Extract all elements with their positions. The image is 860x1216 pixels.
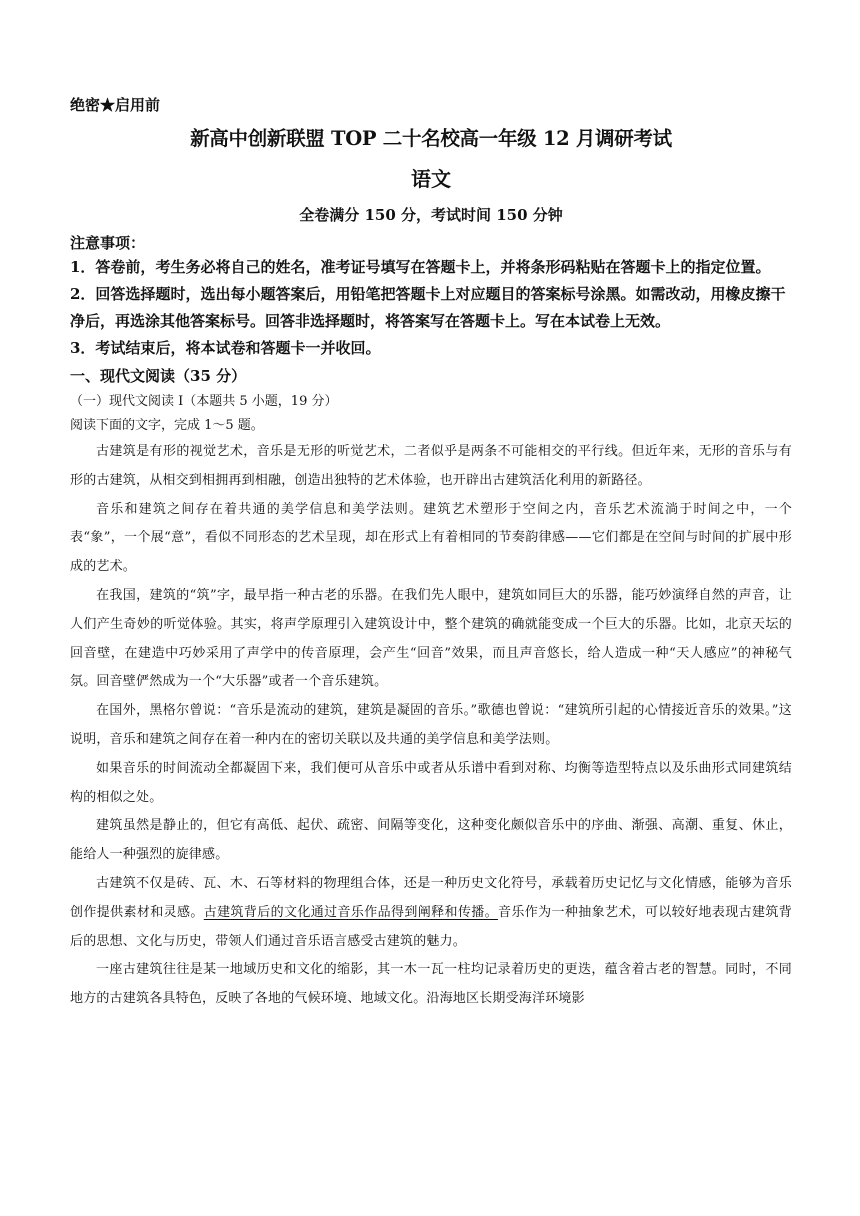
reading-instruction: 阅读下面的文字，完成 1～5 题。 bbox=[70, 418, 264, 433]
exam-page bbox=[70, 94, 792, 1014]
subject-title: 语文 bbox=[411, 167, 451, 191]
passage-paragraph-4: 在国外，黑格尔曾说：“音乐是流动的建筑，建筑是凝固的音乐。”歌德也曾说：“建筑所引起的心情接近音乐的效果。”这说明，音乐和建筑之间存在着一种内在的密切关联以及共通的美学信息和美学法则。 bbox=[70, 703, 792, 747]
paragraph-7-text-b: 音乐作为一种抽象艺术，可以较好地表现古建筑背后的思想、文化与历史，带领人们通过音乐语言感受古建筑的魅力。 bbox=[70, 904, 792, 949]
paragraph-7-text-a: 古建筑不仅是砖、瓦、木、石等材料的物理组合体，还是一种历史文化符号，承载着历史记忆与文化情感，能够为音乐创作提供素材和灵感。 bbox=[70, 875, 792, 920]
passage-paragraph-2: 音乐和建筑之间存在着共通的美学信息和美学法则。建筑艺术塑形于空间之内，音乐艺术流淌于时间之中，一个表“象”，一个展“意”，看似不同形态的艺术呈现，却在形式上有着相同的节奏韵律感——它们都是在空间与时间的扩展中形成的艺术。 bbox=[70, 501, 792, 575]
passage-paragraph-3: 在我国，建筑的“筑”字，最早指一种古老的乐器。在我们先人眼中，建筑如同巨大的乐器，能巧妙演绎自然的声音，让人们产生奇妙的听觉体验。其实，将声学原理引入建筑设计中，整个建筑的确就能变成一个巨大的乐器。比如，北京天坛的回音壁，在建造中巧妙采用了声学中的传音原理，会产生“回音”效果，而且声音悠长，给人造成一种“天人感应”的神秘气氛。回音壁俨然成为一个“大乐器”或者一个音乐建筑。 bbox=[70, 587, 792, 690]
passage-paragraph-1: 古建筑是有形的视觉艺术，音乐是无形的听觉艺术，二者似乎是两条不可能相交的平行线。但近年来，无形的音乐与有形的古建筑，从相交到相拥再到相融，创造出独特的艺术体验，也开辟出古建筑活化利用的新路径。 bbox=[70, 444, 792, 488]
confidential-label: 绝密★启用前 bbox=[70, 96, 161, 114]
score-time-line: 全卷满分 150 分，考试时间 150 分钟 bbox=[299, 206, 563, 224]
note-item-3: 3．考试结束后，将本试卷和答题卡一并收回。 bbox=[70, 339, 381, 357]
exam-title: 新高中创新联盟 TOP 二十名校高一年级 12 月调研考试 bbox=[190, 127, 672, 150]
note-item-2: 2．回答选择题时，选出每小题答案后，用铅笔把答题卡上对应题目的答案标号涂黑。如需改动，用橡皮擦干净后，再选涂其他答案标号。回答非选择题时，将答案写在答题卡上。写在本试卷上无效。 bbox=[70, 285, 786, 330]
passage-paragraph-6: 建筑虽然是静止的，但它有高低、起伏、疏密、间隔等变化，这种变化颇似音乐中的序曲、渐强、高潮、重复、休止，能给人一种强烈的旋律感。 bbox=[70, 818, 792, 863]
passage-paragraph-8: 一座古建筑往往是某一地域历史和文化的缩影，其一木一瓦一柱均记录着历史的更迭，蕴含着古老的智慧。同时，不同地方的古建筑各具特色，反映了各地的气候环境、地域文化。沿海地区长期受海洋环境影 bbox=[70, 962, 792, 1007]
underlined-sentence: 古建筑背后的文化通过音乐作品得到阐释和传播。 bbox=[203, 904, 498, 920]
section-title: 一、现代文阅读（35 分） bbox=[70, 367, 247, 385]
note-item-1: 1．答卷前，考生务必将自己的姓名，准考证号填写在答题卡上，并将条形码粘贴在答题卡上的指定位置。 bbox=[70, 258, 771, 276]
notes-heading: 注意事项： bbox=[70, 234, 146, 252]
subsection-title: （一）现代文阅读 I（本题共 5 小题，19 分） bbox=[70, 394, 338, 409]
passage-paragraph-5: 如果音乐的时间流动全都凝固下来，我们便可从音乐中或者从乐谱中看到对称、均衡等造型特点以及乐曲形式同建筑结构的相似之处。 bbox=[70, 760, 792, 805]
passage-paragraph-7 bbox=[70, 870, 792, 956]
